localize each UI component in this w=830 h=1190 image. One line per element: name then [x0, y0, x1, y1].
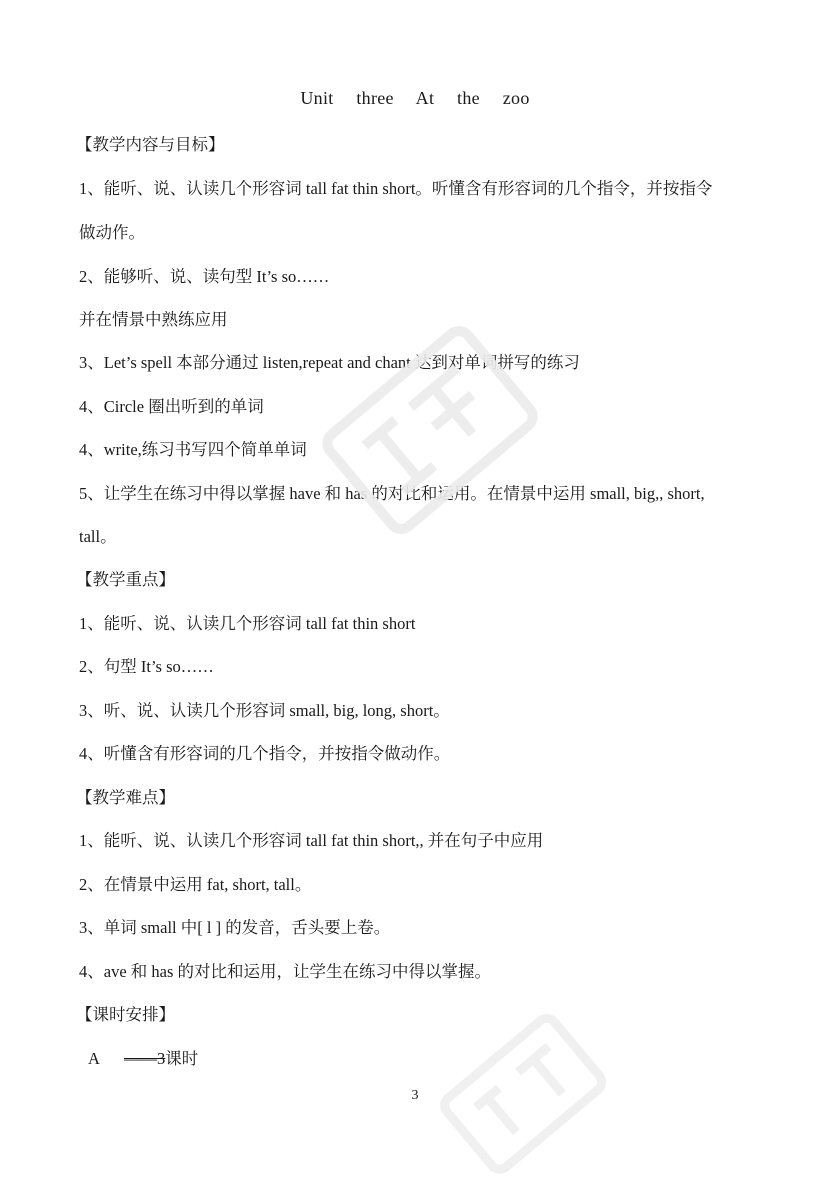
- goal-5-line-1: 5、让学生在练习中得以掌握 have 和 has 的对比和运用。在情景中运用 small, big,, short,: [79, 484, 705, 503]
- section-heading-schedule: 【课时安排】: [76, 1005, 175, 1024]
- difficulty-4: 4、ave 和 has 的对比和运用，让学生在练习中得以掌握。: [79, 962, 492, 981]
- schedule-dash: ——3: [124, 1049, 166, 1068]
- page-number: 3: [411, 1088, 419, 1103]
- goal-5-line-2: tall。: [79, 527, 117, 546]
- key-point-4: 4、听懂含有形容词的几个指令，并按指令做动作。: [79, 744, 451, 763]
- difficulty-3: 3、单词 small 中[ l ] 的发音，舌头要上卷。: [79, 918, 391, 937]
- goal-1-line-2: 做动作。: [79, 223, 145, 242]
- difficulty-1: 1、能听、说、认读几个形容词 tall fat thin short,, 并在句子中应用: [79, 831, 544, 850]
- goal-3: 3、Let’s spell 本部分通过 listen,repeat and chant 达到对单词拼写的练习: [79, 353, 580, 372]
- difficulty-2: 2、在情景中运用 fat, short, tall。: [79, 875, 312, 894]
- schedule-label: A: [88, 1049, 100, 1068]
- key-point-1: 1、能听、说、认读几个形容词 tall fat thin short: [79, 614, 416, 633]
- goal-4-write: 4、write,练习书写四个简单单词: [79, 440, 307, 459]
- goal-1-line-1: 1、能听、说、认读几个形容词 tall fat thin short。听懂含有形容词的几个指令，并按指令: [79, 179, 713, 198]
- schedule-suffix: 课时: [165, 1049, 199, 1068]
- section-heading-difficulties: 【教学难点】: [76, 788, 175, 807]
- page-title: Unit three At the zoo: [300, 88, 530, 108]
- section-heading-content-goals: 【教学内容与目标】: [76, 135, 225, 154]
- goal-2-line-1: 2、能够听、说、读句型 It’s so……: [79, 267, 330, 286]
- watermark-logo: [300, 300, 560, 560]
- section-heading-key-points: 【教学重点】: [76, 570, 175, 589]
- key-point-2: 2、句型 It’s so……: [79, 657, 214, 676]
- key-point-3: 3、听、说、认读几个形容词 small, big, long, short。: [79, 701, 450, 720]
- goal-4-circle: 4、Circle 圈出听到的单词: [79, 397, 264, 416]
- goal-2-line-2: 并在情景中熟练应用: [79, 310, 228, 329]
- schedule-item-a: [88, 1045, 778, 1073]
